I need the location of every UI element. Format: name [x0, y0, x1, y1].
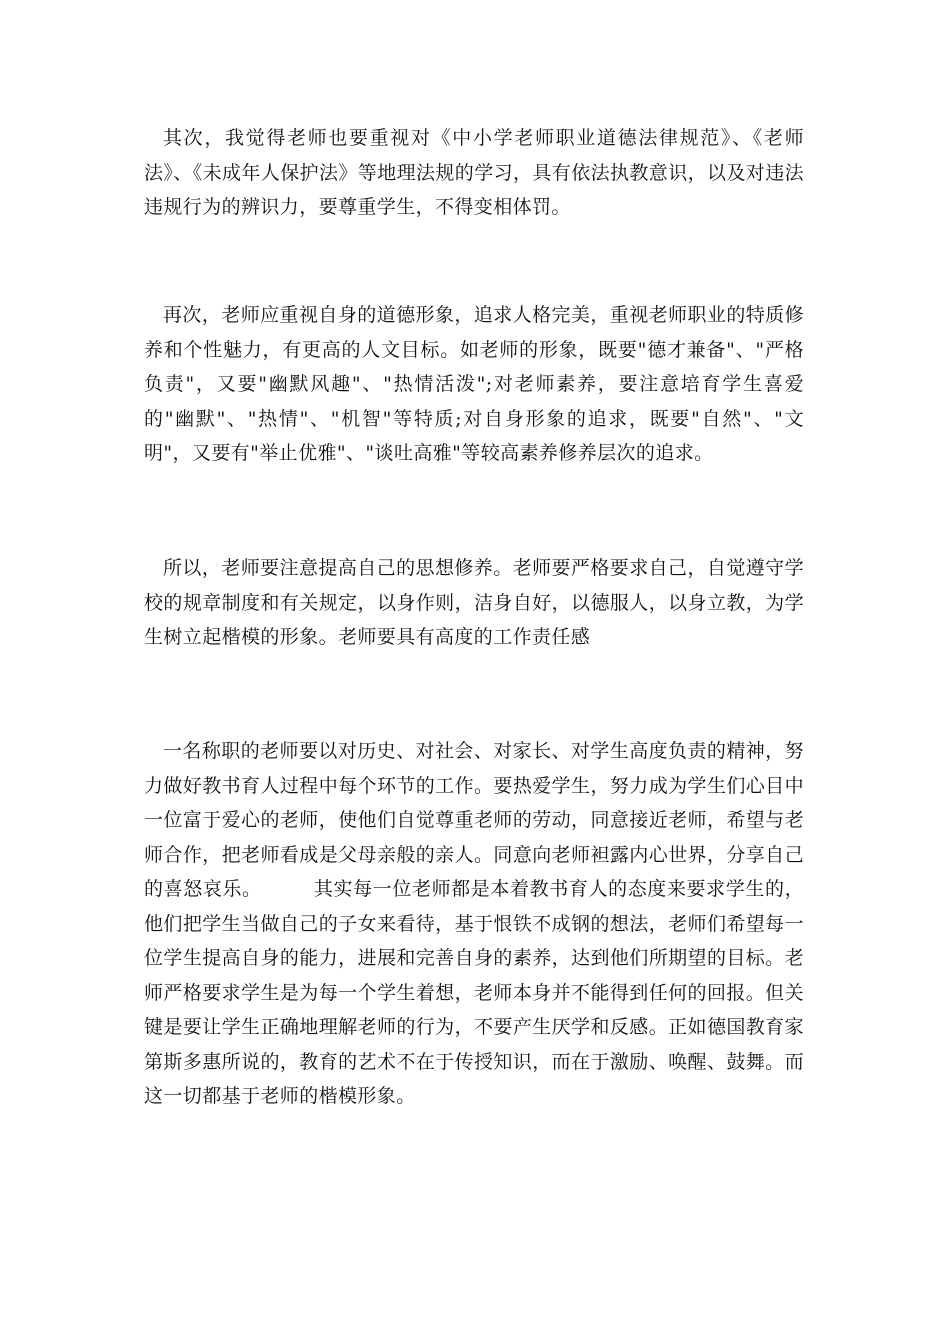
paragraph-4-part-1: 一名称职的老师要以对历史、对社会、对家长、对学生高度负责的精神，努力做好教书育人过程中每个环节的工作。要热爱学生，努力成为学生们心目中一位富于爱心的老师，使他们自觉尊重老师的劳动，同意接近老师，希望与老师合作，把老师看成是父母亲般的亲人。同意向老师袒露内心世界，分享自己的喜怒哀乐。 [144, 740, 804, 900]
paragraph-4-part-2: 其实每一位老师都是本着教书育人的态度来要求学生的，他们把学生当做自己的子女来看待，基于恨铁不成钢的想法，老师们希望每一位学生提高自身的能力，进展和完善自身的素养，达到他们所期望的目标。老师严格要求学生是为每一个学生着想，老师本身并不能得到任何的回报。但关键是要让学生正确地理解老师的行为，不要产生厌学和反感。正如德国教育家第斯多惠所说的，教育的艺术不在于传授知识，而在于激励、唤醒、鼓舞。而这一切都基于老师的楷模形象。 [144, 878, 804, 1107]
paragraph-3: 所以，老师要注意提高自己的思想修养。老师要严格要求自己，自觉遵守学校的规章制度和有关规定，以身作则，洁身自好，以德服人，以身立教，为学生树立起楷模的形象。老师要具有高度的工作责任感 [144, 557, 804, 648]
paragraph-1: 其次，我觉得老师也要重视对《中小学老师职业道德法律规范》、《老师法》、《未成年人保护法》等地理法规的学习，具有依法执教意识，以及对违法违规行为的辨识力，要尊重学生，不得变相体罚。 [144, 127, 805, 218]
paragraph-4 [144, 734, 804, 1114]
paragraph-2: 再次，老师应重视自身的道德形象，追求人格完美，重视老师职业的特质修养和个性魅力，有更高的人文目标。如老师的形象，既要"德才兼备"、"严格负责"，又要"幽默风趣"、"热情活泼";对老师素养，要注意培育学生喜爱的"幽默"、"热情"、"机智"等特质;对自身形象的追求，既要"自然"、"文明"，又要有"举止优雅"、"谈吐高雅"等较高素养修养层次的追求。 [144, 304, 804, 464]
